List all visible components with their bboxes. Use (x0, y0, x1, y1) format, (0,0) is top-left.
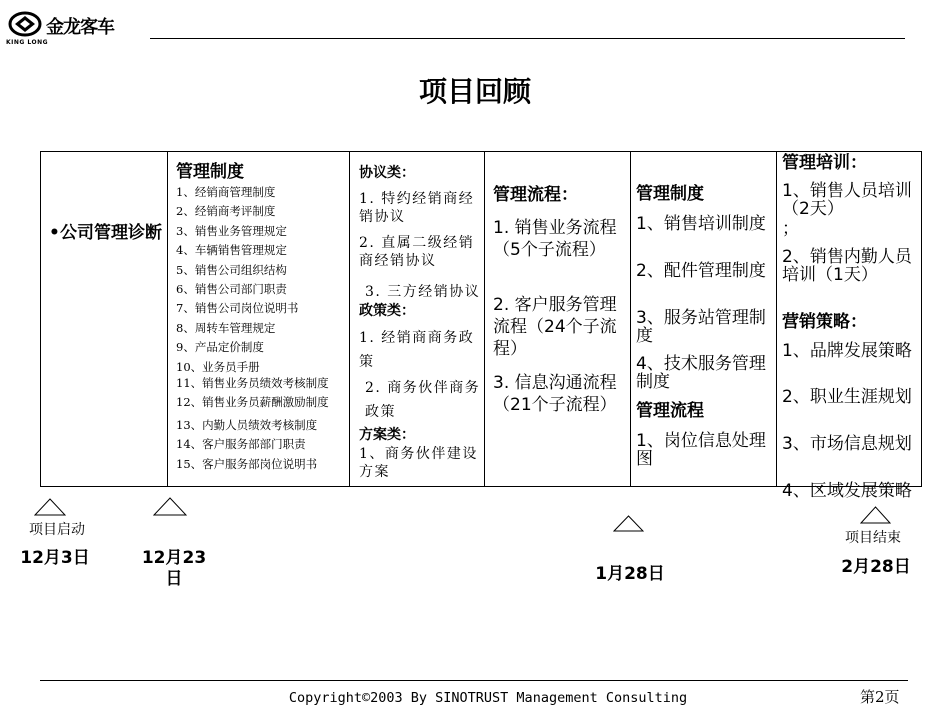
training-item: 2、销售内勤人员培训（1天） (782, 247, 912, 285)
milestone-triangle-icon (860, 506, 891, 524)
col-diagnosis (41, 152, 167, 486)
page-number: 第2页 (860, 688, 900, 706)
service-item: 2、配件管理制度 (636, 261, 766, 281)
agreement-item: 2. 直属二级经销商经销协议 (359, 235, 475, 269)
plan-item: 1、商务伙伴建设方案 (359, 446, 478, 480)
col-service-systems (630, 152, 776, 486)
diagnosis-item (49, 222, 165, 244)
king-long-logo-icon (8, 11, 42, 37)
service-item: 1、岗位信息处理图 (636, 431, 766, 469)
logo-subtext: KING LONG (6, 39, 49, 46)
service-process-heading: 管理流程 (636, 401, 704, 421)
agreement-item: 3. 三方经销协议 (365, 284, 481, 300)
list-item: 10、业务员手册 (176, 359, 260, 374)
training-item: 1、销售人员培训（2天） (782, 181, 912, 219)
process-item: 1. 销售业务流程（5个子流程） (493, 218, 617, 260)
marketing-item: 4、区域发展策略 (782, 481, 912, 501)
milestone-date: 2月28日 (841, 557, 911, 577)
project-end-label: 项目结束 (845, 530, 901, 546)
list-item: 15、客户服务部岗位说明书 (176, 456, 318, 471)
col-agreements (349, 152, 484, 486)
list-item: 6、销售公司部门职责 (176, 282, 287, 297)
milestone-date: 12月23日 (141, 548, 207, 589)
list-item: 8、周转车管理规定 (176, 320, 276, 335)
training-heading: 管理培训： (782, 153, 867, 173)
list-item: 7、销售公司岗位说明书 (176, 301, 299, 316)
diagnosis-text: 公司管理诊断 (60, 223, 162, 243)
list-item: 1、经销商管理制度 (176, 185, 276, 199)
col-training (776, 152, 923, 501)
list-item: 4、车辆销售管理规定 (176, 243, 287, 258)
marketing-heading: 营销策略： (782, 312, 867, 332)
list-item: 3、销售业务管理规定 (176, 223, 287, 238)
list-item: 12、销售业务员薪酬激励制度 (176, 395, 329, 410)
footer-divider (40, 680, 908, 681)
service-item: 4、技术服务管理制度 (636, 354, 766, 392)
agreement-item: 1. 特约经销商经销协议 (359, 191, 475, 225)
list-item: 13、内勤人员绩效考核制度 (176, 417, 318, 432)
marketing-item: 2、职业生涯规划 (782, 387, 912, 407)
col-processes (484, 152, 630, 486)
col1-heading: 管理制度 (176, 162, 244, 182)
company-logo (4, 10, 146, 46)
process-item: 3. 信息沟通流程（21个子流程） (493, 373, 617, 415)
service-systems-heading: 管理制度 (636, 184, 704, 204)
list-item: 2、经销商考评制度 (176, 204, 276, 219)
page-title: 项目回顾 (418, 75, 531, 108)
milestone-triangle-icon (34, 498, 66, 516)
training-item-suffix: ； (782, 219, 799, 239)
milestone-triangle-icon (613, 515, 644, 532)
milestone-date: 1月28日 (595, 564, 665, 584)
plans-heading: 方案类： (359, 427, 415, 443)
logo-text: 金龙客车 (46, 17, 114, 38)
col-management-systems (167, 152, 349, 486)
process-item: 2. 客户服务管理流程（24个子流程） (493, 295, 617, 359)
policy-item: 2. 商务伙伴商务政策 (365, 380, 481, 420)
review-table (40, 151, 922, 501)
list-item: 11、销售业务员绩效考核制度 (176, 376, 329, 391)
management-system-list (176, 183, 348, 474)
agreements-heading: 协议类： (359, 165, 415, 181)
milestone-triangle-icon (153, 497, 187, 516)
service-item: 1、销售培训制度 (636, 214, 766, 234)
milestone-date: 12月3日 (20, 548, 90, 568)
copyright-text: Copyright©2003 By SINOTRUST Management Consulting (288, 690, 688, 706)
project-start-label: 项目启动 (29, 522, 85, 538)
marketing-item: 3、市场信息规划 (782, 434, 912, 454)
service-item: 3、服务站管理制度 (636, 308, 766, 346)
processes-heading: 管理流程： (493, 185, 578, 205)
bullet: • (49, 223, 60, 243)
policy-item: 1. 经销商商务政策 (359, 330, 475, 370)
list-item: 9、产品定价制度 (176, 340, 264, 355)
header-divider (150, 38, 905, 39)
policies-heading: 政策类： (359, 303, 415, 319)
marketing-item: 1、品牌发展策略 (782, 341, 912, 361)
list-item: 5、销售公司组织结构 (176, 262, 287, 277)
list-item: 14、客户服务部部门职责 (176, 437, 306, 452)
